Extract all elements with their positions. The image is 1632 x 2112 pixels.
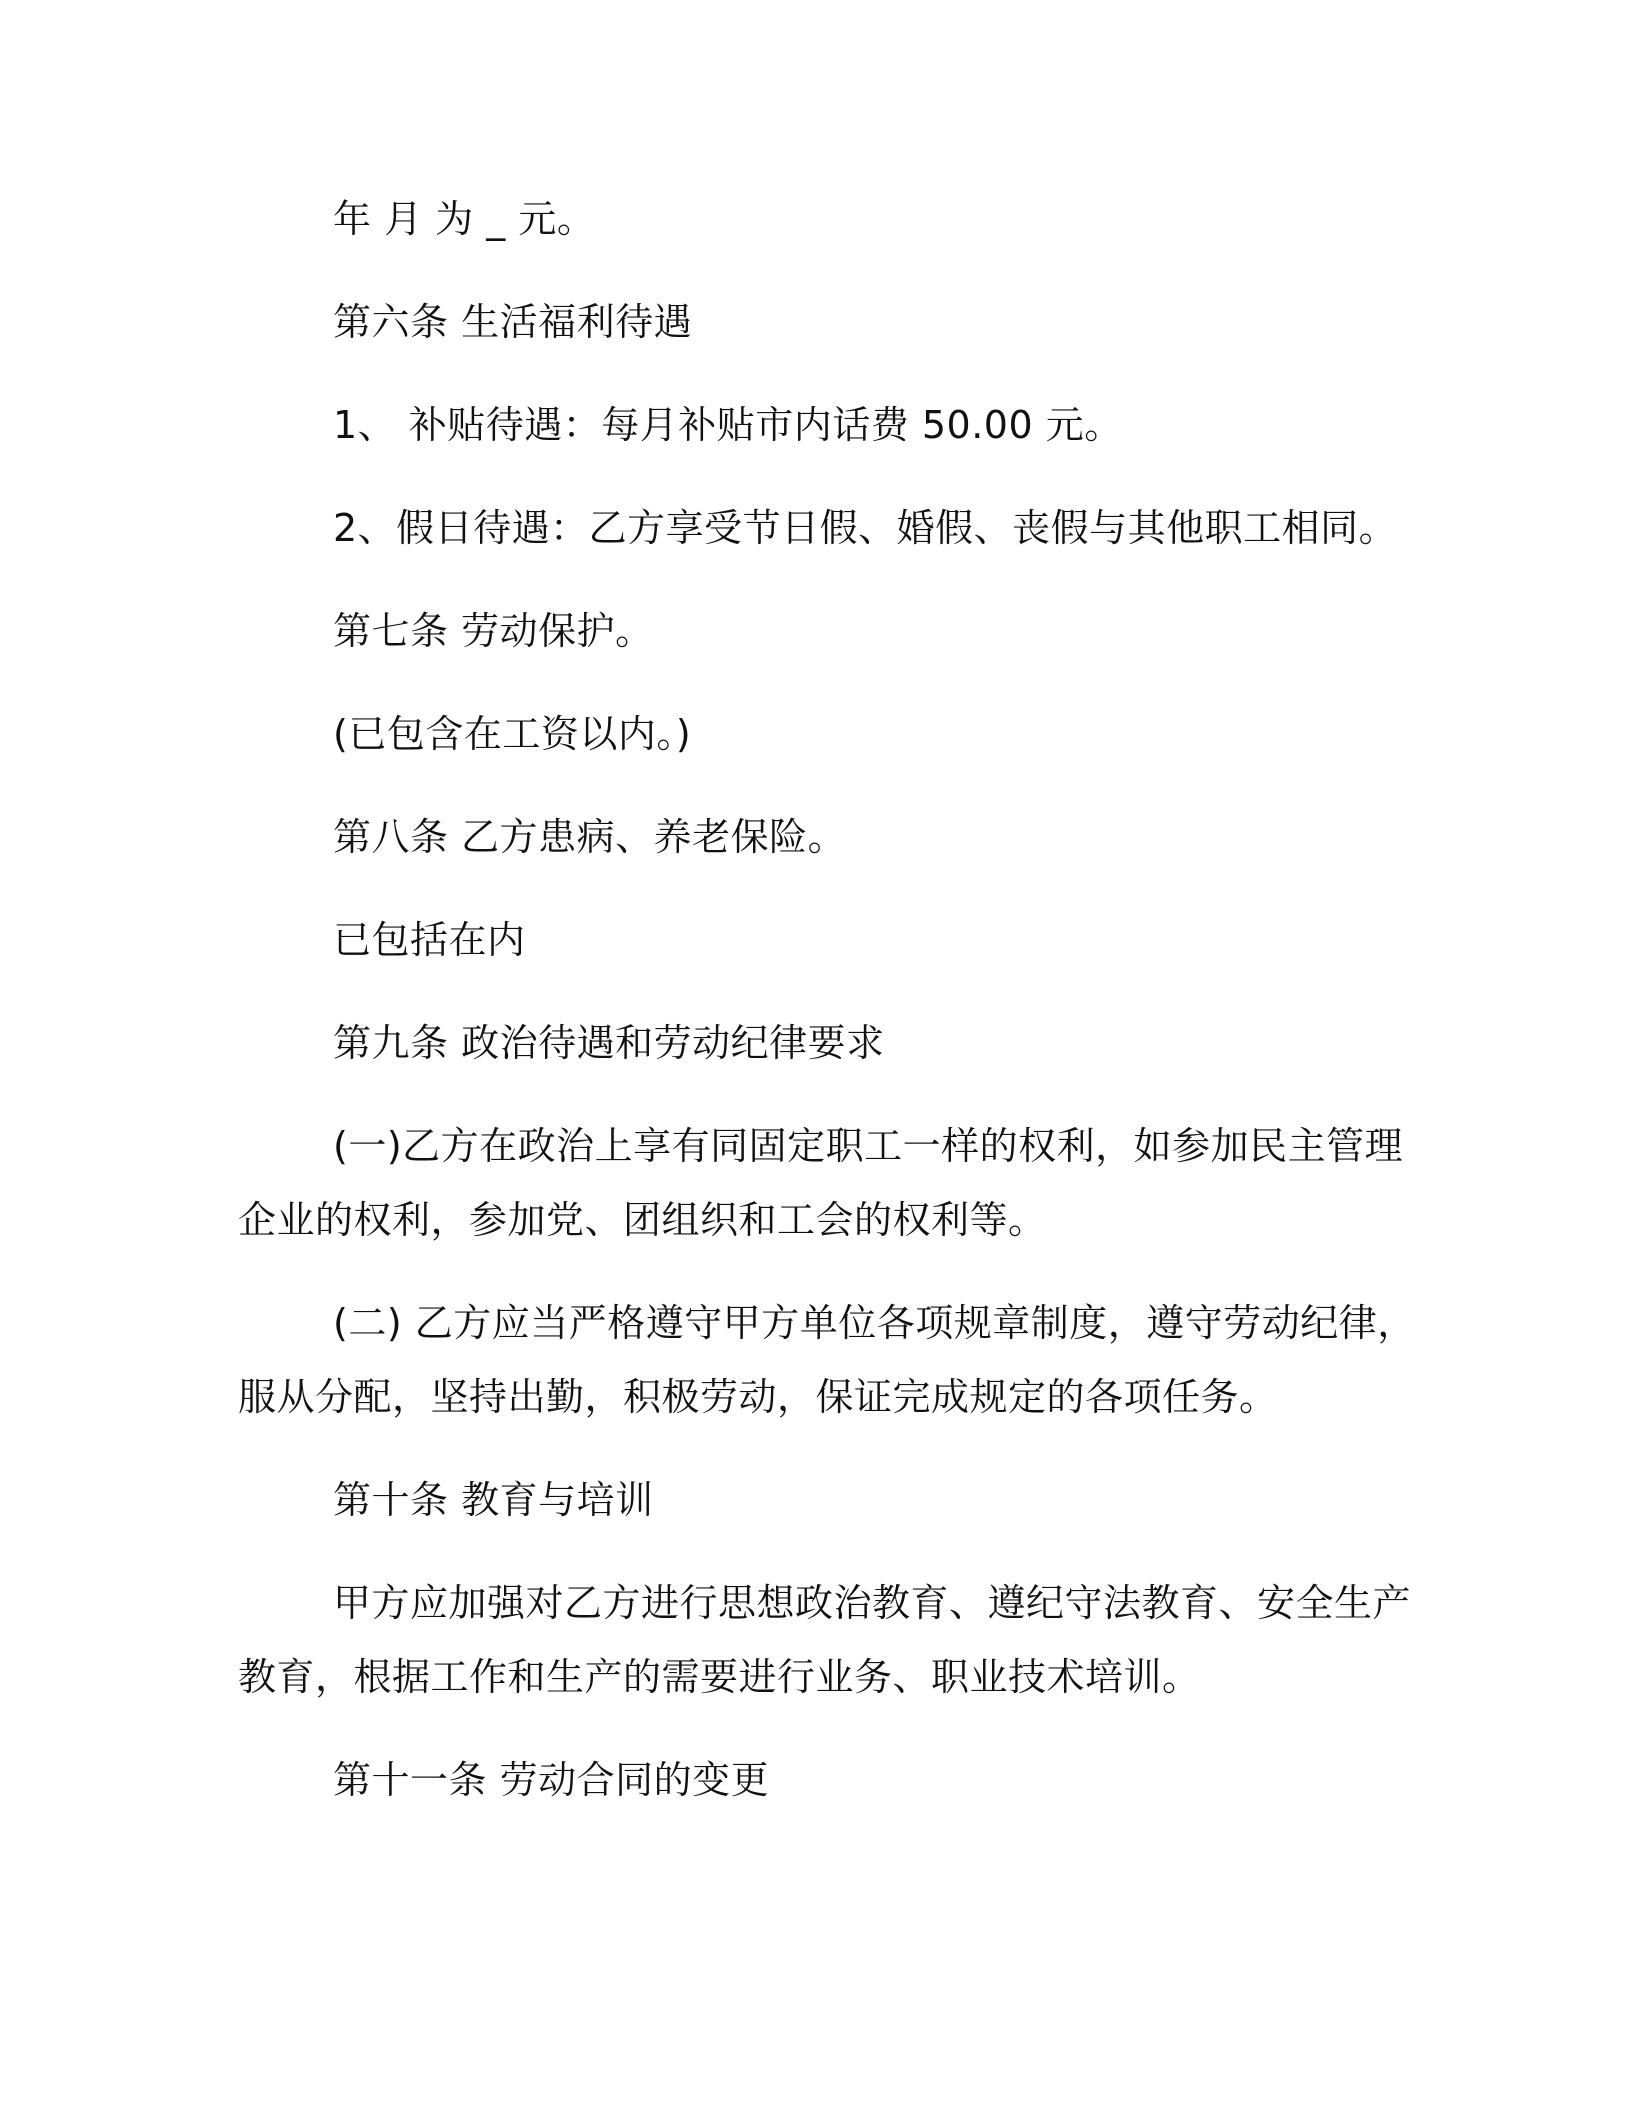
article-10-body-line-2: 教育，根据工作和生产的需要进行业务、职业技术培训。 (238, 1655, 1201, 1699)
holiday-item: 2、假日待遇：乙方享受节日假、婚假、丧假与其他职工相同。 (333, 506, 1398, 550)
subsidy-item: 1、 补贴待遇：每月补贴市内话费 50.00 元。 (333, 403, 1123, 447)
article-10-heading: 第十条 教育与培训 (333, 1478, 654, 1522)
article-9-item-1-line-1: (一)乙方在政治上享有同固定职工一样的权利，如参加民主管理 (333, 1124, 1404, 1168)
article-7-heading: 第七条 劳动保护。 (333, 609, 654, 653)
article-10-body-line-1: 甲方应加强对乙方进行思想政治教育、遵纪守法教育、安全生产 (333, 1581, 1412, 1625)
article-9-item-2-line-2: 服从分配，坚持出勤，积极劳动，保证完成规定的各项任务。 (238, 1375, 1278, 1419)
article-7-note: (已包含在工资以内。) (333, 712, 692, 756)
article-9-heading: 第九条 政治待遇和劳动纪律要求 (333, 1021, 885, 1065)
article-9-item-1-line-2: 企业的权利，参加党、团组织和工会的权利等。 (238, 1198, 1047, 1242)
article-9-item-2-line-1: (二) 乙方应当严格遵守甲方单位各项规章制度，遵守劳动纪律， (333, 1301, 1416, 1345)
article-6-heading: 第六条 生活福利待遇 (333, 300, 693, 344)
article-11-heading: 第十一条 劳动合同的变更 (333, 1758, 770, 1802)
salary-line: 年 月 为 _ 元。 (333, 197, 596, 241)
article-8-heading: 第八条 乙方患病、养老保险。 (333, 815, 847, 859)
article-8-note: 已包括在内 (333, 918, 526, 962)
